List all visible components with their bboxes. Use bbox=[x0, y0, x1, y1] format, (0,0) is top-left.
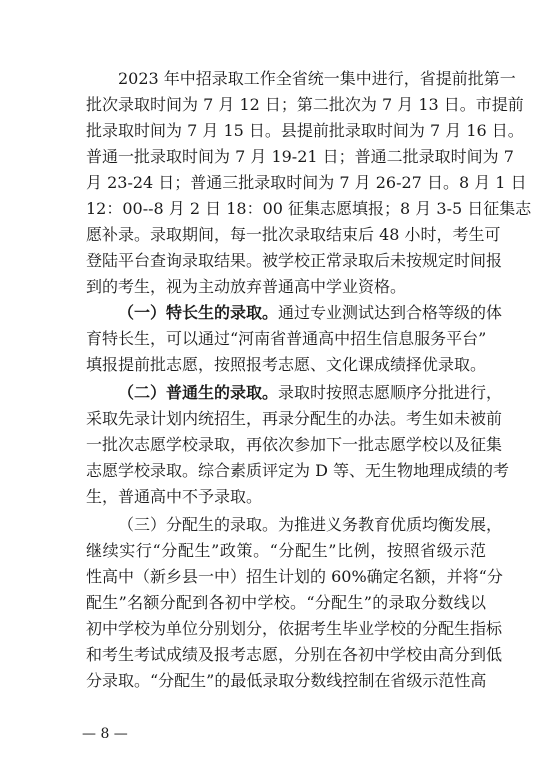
text-line: 登陆平台查询录取结果。被学校正常录取后未按规定时间报 bbox=[86, 251, 503, 270]
text-line: 生，普通高中不予录取。 bbox=[86, 487, 263, 506]
text-line: 志愿学校录取。综合素质评定为 D 等、无生物地理成绩的考 bbox=[86, 461, 510, 480]
text-line: 批次录取时间为 7 月 12 日；第二批次为 7 月 13 日。市提前 bbox=[86, 95, 524, 114]
text-line: 愿补录。录取期间，每一批次录取结束后 48 小时，考生可 bbox=[86, 225, 501, 244]
text-line: 育特长生，可以通过“河南省普通高中招生信息服务平台” bbox=[86, 329, 487, 348]
page-number: — 8 — bbox=[82, 726, 128, 742]
text-line: 继续实行“分配生”政策。“分配生”比例，按照省级示范 bbox=[86, 541, 486, 560]
text-line: 12：00--8 月 2 日 18：00 征集志愿填报；8 月 3-5 日征集志 bbox=[86, 199, 532, 218]
section-heading: （三）分配生的录取。 bbox=[118, 515, 279, 534]
text-line: 初中学校为单位分别划分，依据考生毕业学校的分配生指标 bbox=[86, 619, 503, 638]
text-line: 普通一批录取时间为 7 月 19-21 日；普通二批录取时间为 7 bbox=[86, 147, 514, 166]
text-span: 录取时按照志愿顺序分批进行， bbox=[278, 383, 503, 402]
text-line bbox=[118, 512, 503, 538]
text-line: 分录取。“分配生”的最低录取分数线控制在省级示范性高 bbox=[86, 671, 487, 690]
text-line: 一批次志愿学校录取，再依次参加下一批志愿学校以及征集 bbox=[86, 435, 503, 454]
section-heading: （二）普通生的录取。 bbox=[118, 383, 279, 402]
text-line: 配生”名额分配到各初中学校。“分配生”的录取分数线以 bbox=[86, 593, 486, 612]
text-line: 采取先录计划内统招生，再录分配生的办法。考生如未被前 bbox=[86, 409, 503, 428]
text-line: 批录取时间为 7 月 15 日。县提前批录取时间为 7 月 16 日。 bbox=[86, 121, 524, 140]
text-line: 2023 年中招录取工作全省统一集中进行，省提前批第一 bbox=[118, 69, 516, 88]
text-line: 填报提前批志愿，按照报考志愿、文化课成绩择优录取。 bbox=[86, 355, 487, 374]
text-span: 通过专业测试达到合格等级的体 bbox=[278, 303, 503, 322]
text-line: 到的考生，视为主动放弃普通高中学业资格。 bbox=[86, 277, 407, 296]
text-line: 性高中（新乡县一中）招生计划的 60%确定名额，并将“分 bbox=[86, 567, 503, 586]
text-span: 为推进义务教育优质均衡发展， bbox=[278, 515, 503, 534]
text-line: 和考生考试成绩及报考志愿，分别在各初中学校由高分到低 bbox=[86, 645, 503, 664]
text-line: 月 23-24 日；普通三批录取时间为 7 月 26-27 日。8 月 1 日 bbox=[86, 173, 527, 192]
section-heading: （一）特长生的录取。 bbox=[118, 303, 279, 322]
